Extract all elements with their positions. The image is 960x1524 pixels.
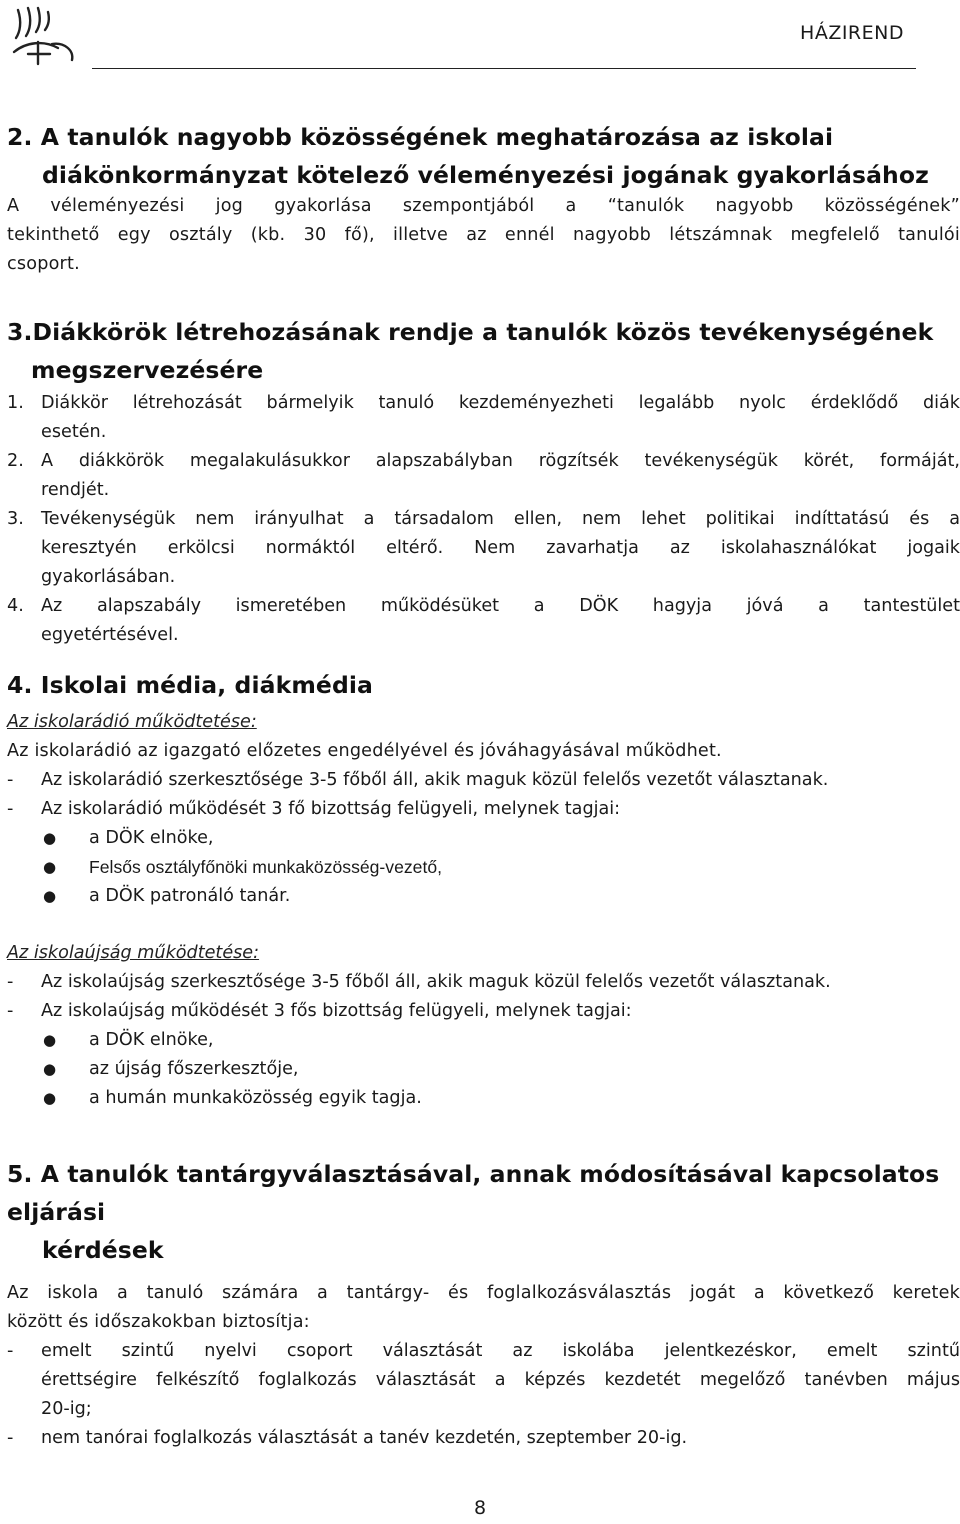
list-item-number: 1.: [7, 393, 24, 413]
section-5-paragraph: [7, 1279, 960, 1337]
section-2-paragraph-line-2: tekinthető egy osztály (kb. 30 fő), illetve az ennél nagyobb létszámnak megfelelő tanulói: [7, 225, 960, 245]
newspaper-bullet-item: [43, 1084, 960, 1113]
bullet-icon: ●: [43, 829, 57, 847]
bullet-icon: ●: [43, 1089, 57, 1107]
dash-marker: -: [7, 799, 14, 819]
radio-dash-item: [7, 795, 960, 824]
section-2-paragraph-line-1: A véleményezési jog gyakorlása szempontjából a “tanulók nagyobb közösségének”: [7, 196, 960, 216]
list-item-line: Az alapszabály ismeretében működésüket a DÖK hagyja jóvá a tantestület: [41, 596, 960, 616]
list-item: [7, 389, 960, 447]
list-item-number: 3.: [7, 509, 24, 529]
header-title: HÁZIREND: [800, 22, 904, 44]
section-3-title-line-2: megszervezésére: [31, 356, 264, 384]
radio-dash-item: [7, 766, 960, 795]
list-item-line: esetén.: [41, 422, 107, 442]
page-content: [7, 118, 960, 1453]
list-item-text: [41, 505, 960, 592]
radio-heading: Az iskolarádió működtetése:: [7, 712, 257, 732]
dash-item-text: nem tanórai foglalkozás választását a tanév kezdetén, szeptember 20-ig.: [41, 1428, 688, 1448]
list-item-line: gyakorlásában.: [41, 567, 176, 587]
section-4-title: 4. Iskolai média, diákmédia: [7, 671, 373, 699]
bullet-icon: ●: [43, 1031, 57, 1049]
dash-item-text: Az iskolarádió szerkesztősége 3-5 főből áll, akik maguk közül felelős vezetőt választanak.: [41, 770, 829, 790]
section-5-title: [7, 1155, 960, 1269]
section-2-title: [7, 118, 960, 194]
section-5-paragraph-line-1: Az iskola a tanuló számára a tantárgy- és foglalkozásválasztás jogát a következő keretek: [7, 1283, 960, 1303]
section-5-dash-item: [7, 1424, 960, 1453]
list-item-line: keresztyén erkölcsi normáktól eltérő. Nem zavarhatja az iskolahasználókat jogaik: [41, 538, 960, 558]
bullet-item-text: az újság főszerkesztője,: [89, 1059, 299, 1079]
list-item-text: [41, 389, 960, 447]
dash-marker: -: [7, 770, 14, 790]
dash-item-line: emelt szintű nyelvi csoport választását az iskolába jelentkezéskor, emelt szintű: [41, 1341, 960, 1361]
dash-marker: -: [7, 972, 14, 992]
section-2-title-line-1: 2. A tanulók nagyobb közösségének meghatározása az iskolai: [7, 123, 834, 151]
section-3-title-line-1: 3.Diákkörök létrehozásának rendje a tanulók közös tevékenységének: [7, 318, 934, 346]
radio-bullet-item: [43, 824, 960, 853]
radio-bullet-item: [43, 882, 960, 911]
section-3-title: [7, 313, 960, 389]
list-item-number: 2.: [7, 451, 24, 471]
bullet-icon: ●: [43, 887, 57, 905]
section-3-list: [7, 389, 960, 650]
bullet-icon: ●: [43, 858, 57, 876]
section-5-paragraph-line-2: között és időszakokban biztosítja:: [7, 1312, 310, 1332]
bullet-item-text: a DÖK elnöke,: [89, 828, 214, 848]
list-item-text: [41, 447, 960, 505]
list-item-text: [41, 592, 960, 650]
list-item-line: Diákkör létrehozását bármelyik tanuló kezdeményezheti legalább nyolc érdeklődő diák: [41, 393, 960, 413]
newspaper-heading: Az iskolaújság működtetése:: [7, 943, 260, 963]
list-item-line: rendjét.: [41, 480, 110, 500]
dash-marker: -: [7, 1341, 14, 1361]
list-item: [7, 592, 960, 650]
section-5-dash-item: [7, 1337, 960, 1424]
newspaper-dash-item: [7, 997, 960, 1026]
dash-item-text: Az iskolaújság működését 3 fős bizottság felügyeli, melynek tagjai:: [41, 1001, 632, 1021]
dash-item-text: [41, 1337, 960, 1424]
list-item: [7, 447, 960, 505]
newspaper-bullet-item: [43, 1055, 960, 1084]
bullet-item-text: a DÖK patronáló tanár.: [89, 886, 291, 906]
section-2-paragraph-line-3: csoport.: [7, 254, 80, 274]
bullet-icon: ●: [43, 1060, 57, 1078]
dash-item-line: érettségire felkészítő foglalkozás választását a képzés kezdetét megelőző tanévben május: [41, 1370, 960, 1390]
page-number: 8: [473, 1497, 487, 1519]
dash-marker: -: [7, 1001, 14, 1021]
school-logo: [8, 2, 80, 66]
section-5-title-line-1: 5. A tanulók tantárgyválasztásával, annak módosításával kapcsolatos eljárási: [7, 1160, 940, 1226]
radio-bullet-item: [43, 853, 960, 882]
list-item-line: Tevékenységük nem irányulhat a társadalom ellen, nem lehet politikai indíttatású és a: [41, 509, 960, 529]
dash-item-text: Az iskolaújság szerkesztősége 3-5 főből áll, akik maguk közül felelős vezetőt választanak.: [41, 972, 831, 992]
list-item-number: 4.: [7, 596, 24, 616]
bullet-item-text: a DÖK elnöke,: [89, 1030, 214, 1050]
list-item-line: egyetértésével.: [41, 625, 179, 645]
bullet-item-text: Felsős osztályfőnöki munkaközösség-vezető,: [89, 857, 443, 877]
dash-marker: -: [7, 1428, 14, 1448]
list-item: [7, 505, 960, 592]
newspaper-dash-item: [7, 968, 960, 997]
section-2-paragraph: [7, 192, 960, 279]
header-rule: [92, 68, 916, 69]
list-item-line: A diákkörök megalakulásukkor alapszabályban rögzítsék tevékenységük körét, formáját,: [41, 451, 960, 471]
dash-item-line: 20-ig;: [41, 1399, 92, 1419]
dash-item-text: Az iskolarádió működését 3 fő bizottság felügyeli, melynek tagjai:: [41, 799, 621, 819]
bullet-item-text: a humán munkaközösség egyik tagja.: [89, 1088, 422, 1108]
radio-paragraph: Az iskolarádió az igazgató előzetes engedélyével és jóváhagyásával működhet.: [7, 741, 722, 761]
section-2-title-line-2: diákönkormányzat kötelező véleményezési jogának gyakorlásához: [42, 161, 929, 189]
section-5-title-line-2: kérdések: [42, 1236, 164, 1264]
newspaper-bullet-item: [43, 1026, 960, 1055]
